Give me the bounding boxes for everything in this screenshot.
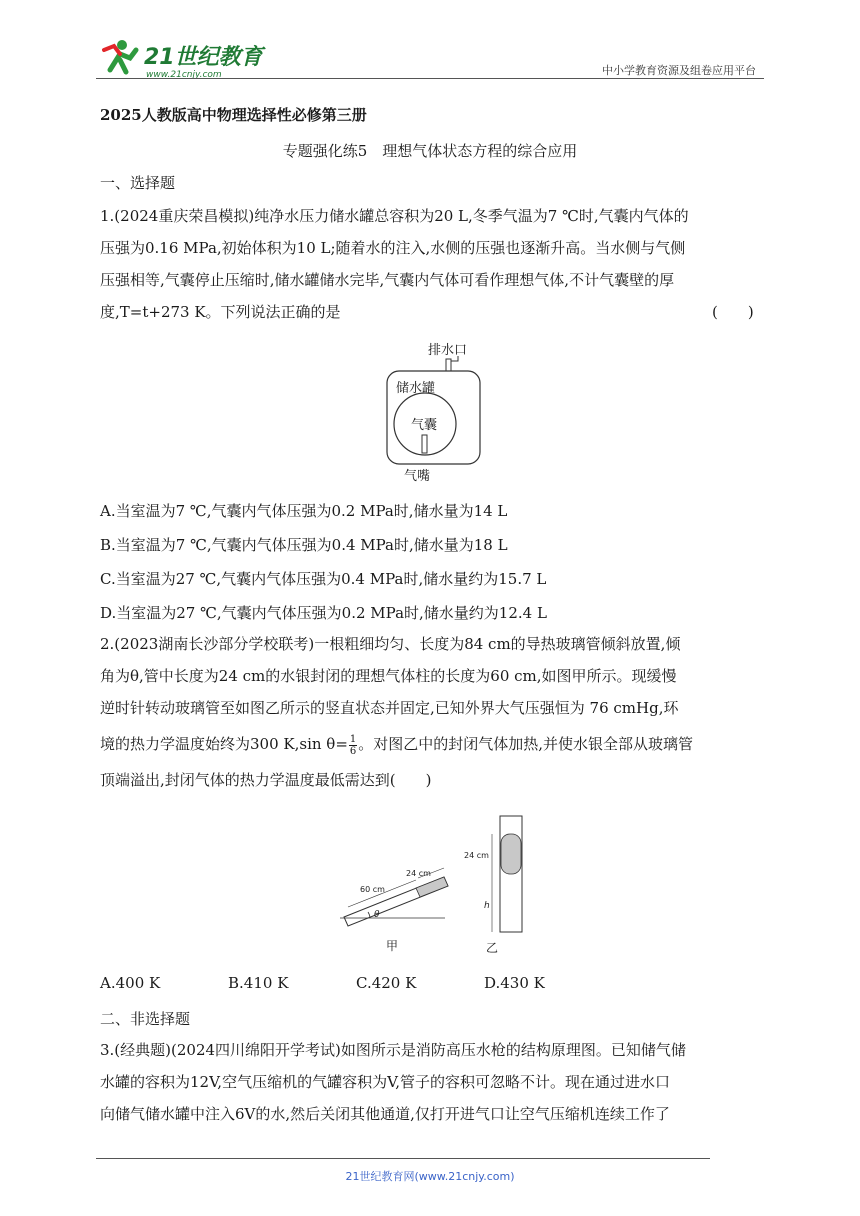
question-2-option-d: D.430 K	[484, 974, 545, 992]
question-1-option-b: B.当室温为7 ℃,气囊内气体压强为0.4 MPa时,储水量为18 L	[100, 536, 508, 554]
label-jia: 甲	[386, 939, 399, 953]
header-divider	[96, 78, 764, 79]
label-bag: 气囊	[411, 418, 438, 433]
logo-url-text: www.21cnjy.com	[146, 70, 222, 80]
book-title: 2025人教版高中物理选择性必修第三册	[100, 106, 367, 124]
platform-name: 中小学教育资源及组卷应用平台	[602, 64, 756, 77]
section-choice-heading: 一、选择题	[100, 174, 176, 192]
inclined-tube	[340, 868, 448, 953]
page-subtitle: 专题强化练5 理想气体状态方程的综合应用	[282, 142, 578, 160]
nozzle-tube	[422, 435, 427, 453]
question-2-option-b: B.410 K	[228, 974, 289, 992]
label-theta: θ	[374, 910, 380, 920]
logo-text: 21世纪教育	[144, 45, 263, 70]
footer-divider	[96, 1158, 710, 1159]
question-2-line-part: 境的热力学温度始终为300 K,sin θ=	[100, 735, 348, 753]
question-3-line: 水罐的容积为12V,空气压缩机的气罐容积为V,管子的容积可忽略不计。现在通过进水口	[100, 1073, 671, 1091]
label-h: h	[484, 901, 490, 911]
fraction-denominator: 6	[349, 745, 357, 757]
figure-glass-tubes	[340, 812, 540, 962]
vertical-tube	[464, 816, 522, 955]
figure-water-tank	[380, 340, 490, 490]
section-nonchoice-heading: 二、非选择题	[100, 1010, 191, 1028]
site-logo	[96, 36, 266, 80]
question-1-option-a: A.当室温为7 ℃,气囊内气体压强为0.2 MPa时,储水量为14 L	[100, 502, 508, 520]
label-nozzle: 气嘴	[404, 469, 431, 484]
fraction-numerator: 1	[349, 733, 357, 745]
question-2-line: 顶端溢出,封闭气体的热力学温度最低需达到( )	[100, 771, 432, 789]
runner-icon	[104, 40, 136, 72]
footer-link[interactable]: 21世纪教育网(www.21cnjy.com)	[345, 1170, 515, 1183]
question-1-stem	[100, 200, 762, 328]
question-1-option-c: C.当室温为27 ℃,气囊内气体压强为0.4 MPa时,储水量约为15.7 L	[100, 570, 547, 588]
label-24cm-vertical: 24 cm	[464, 851, 489, 860]
question-2-line: 逆时针转动玻璃管至如图乙所示的竖直状态并固定,已知外界大气压强恒为 76 cmHg,环	[100, 699, 679, 717]
question-3-stem	[100, 1034, 762, 1130]
question-1-answer-bracket: ( )	[712, 303, 754, 321]
question-1-line: 度,T=t+273 K。下列说法正确的是	[100, 303, 341, 321]
question-1-line: 压强相等,气囊停止压缩时,储水罐储水完毕,气囊内气体可看作理想气体,不计气囊壁的厚	[100, 271, 675, 289]
question-2-line: 2.(2023湖南长沙部分学校联考)一根粗细均匀、长度为84 cm的导热玻璃管倾斜放置,倾	[100, 635, 681, 653]
question-2-option-a: A.400 K	[100, 974, 161, 992]
fraction-one-sixth	[349, 734, 357, 757]
question-2-line	[100, 724, 762, 764]
label-drain: 排水口	[428, 343, 468, 358]
drain-pipe	[446, 359, 451, 371]
question-3-line: 向储气储水罐中注入6V的水,然后关闭其他通道,仅打开进气口让空气压缩机连续工作了	[100, 1105, 670, 1123]
question-1-option-d: D.当室温为27 ℃,气囊内气体压强为0.2 MPa时,储水量约为12.4 L	[100, 604, 547, 622]
question-1-line: 压强为0.16 MPa,初始体积为10 L;随着水的注入,水侧的压强也逐渐升高。当水侧与气侧	[100, 239, 686, 257]
label-tank: 储水罐	[396, 381, 436, 396]
vertical-mercury	[501, 834, 521, 874]
question-3-line: 3.(经典题)(2024四川绵阳开学考试)如图所示是消防高压水枪的结构原理图。已知储气储	[100, 1041, 686, 1059]
mercury-column	[416, 877, 448, 897]
question-2-option-c: C.420 K	[356, 974, 417, 992]
label-yi: 乙	[486, 941, 499, 955]
question-2-line: 角为θ,管中长度为24 cm的水银封闭的理想气体柱的长度为60 cm,如图甲所示。现缓慢	[100, 667, 677, 685]
label-24cm: 24 cm	[406, 869, 431, 878]
question-1-line: 1.(2024重庆荣昌模拟)纯净水压力储水罐总容积为20 L,冬季气温为7 ℃时,气囊内气体的	[100, 207, 689, 225]
label-60cm: 60 cm	[360, 885, 385, 894]
question-2-stem	[100, 628, 762, 796]
question-2-line-part: 。对图乙中的封闭气体加热,并使水银全部从玻璃管	[358, 735, 694, 753]
